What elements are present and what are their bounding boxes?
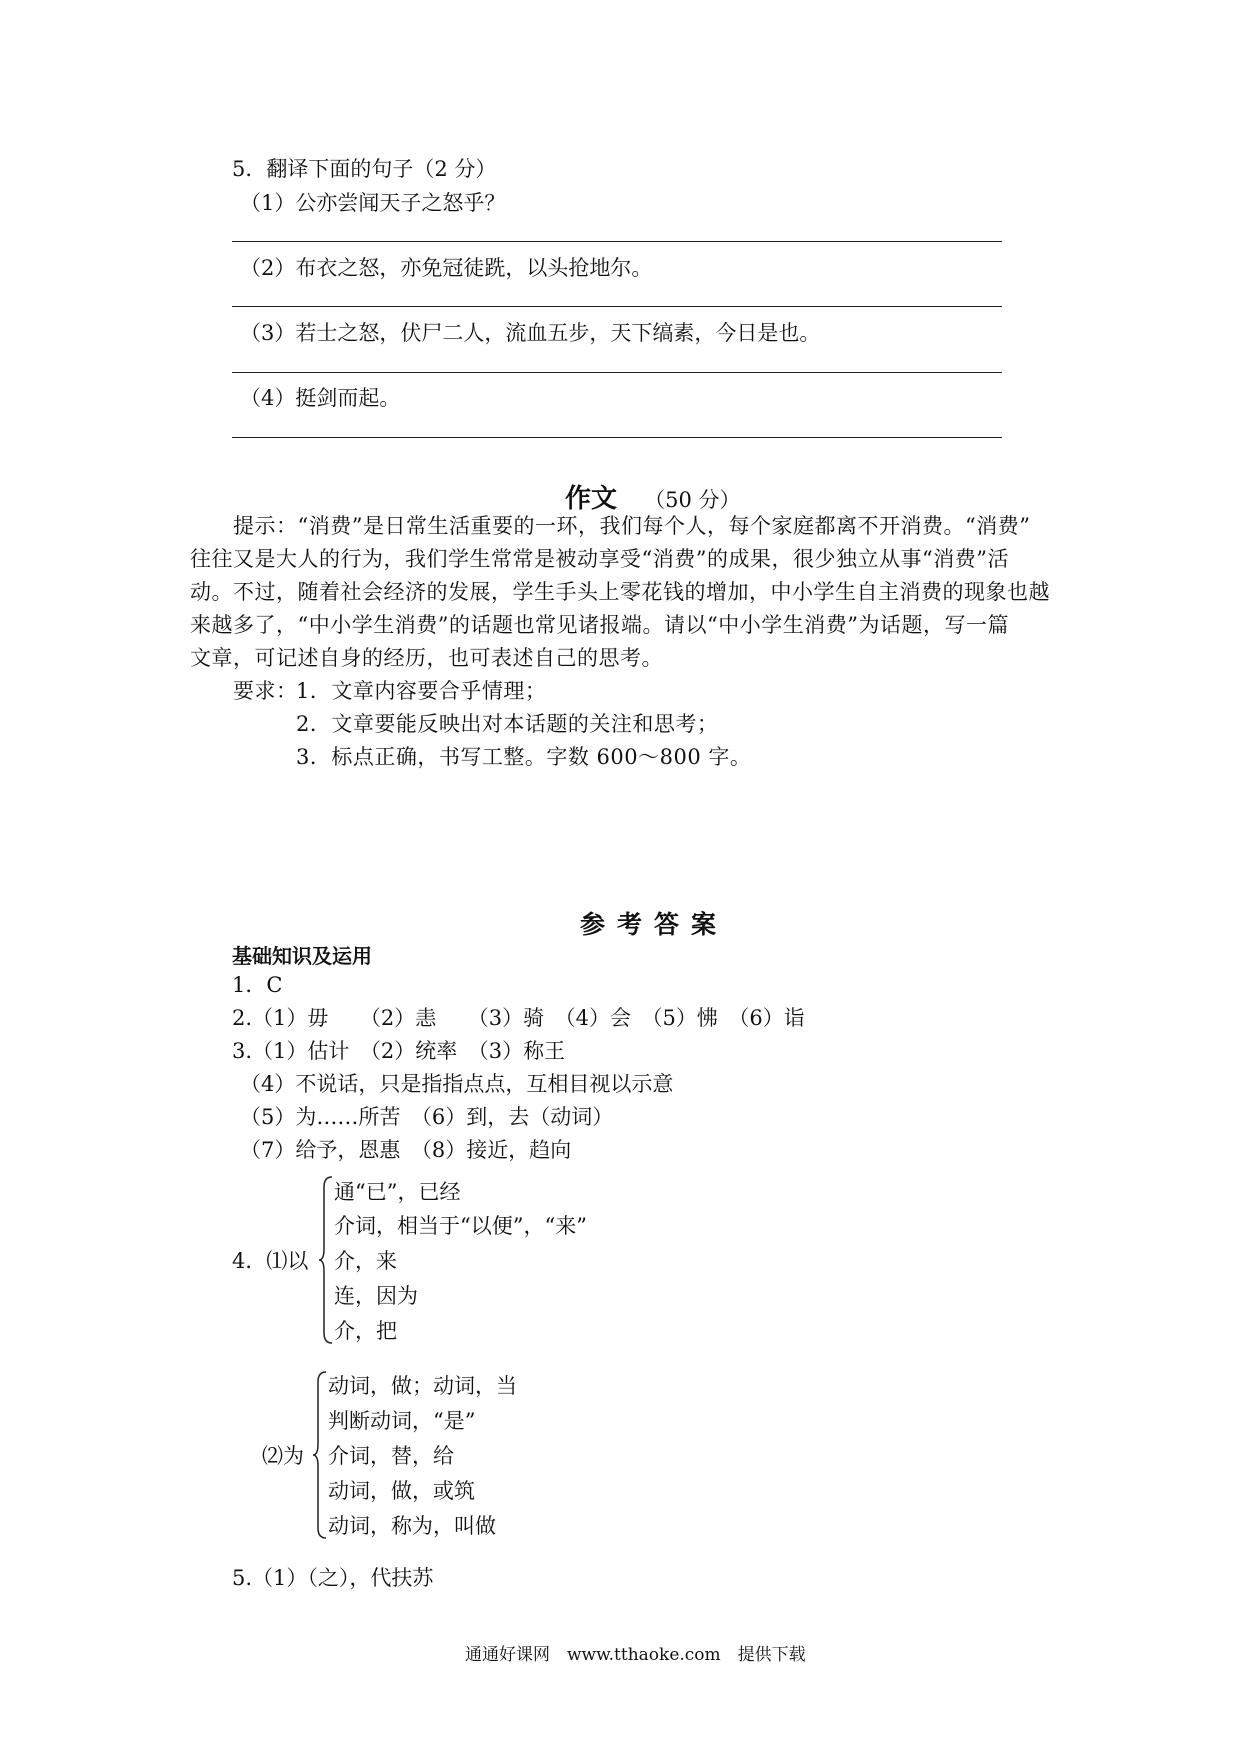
page-footer: 通通好课网 www.tthaoke.com 提供下载 [465,1645,806,1665]
q5-item-3: （3）若士之怒，伏尸二人，流血五步，天下缟素，今日是也。 [240,321,821,345]
yi-meaning-3: 介，来 [334,1249,397,1273]
answer-3-5: （5）为……所苦 （6）到，去（动词） [240,1105,614,1129]
composition-score: （50 分） [644,488,741,512]
requirement-3: 3．标点正确，书写工整。字数 600～800 字。 [296,745,752,769]
answer-3-4: （4）不说话，只是指指点点，互相目视以示意 [240,1072,674,1096]
answer-1: 1．C [232,973,283,997]
yi-meaning-2: 介词，相当于“以便”，“来” [334,1214,587,1238]
wei-meaning-1: 动词，做；动词，当 [328,1374,517,1398]
answers-title: 参考答案 [580,910,729,939]
brace-icon [312,1370,328,1540]
answer-5: 5.（1）（之），代扶苏 [232,1566,434,1590]
wei-meaning-2: 判断动词，“是” [328,1409,476,1433]
prompt-line-4: 来越多了，“中小学生消费”的话题也常见诸报端。请以“中小学生消费”为话题，写一篇 [190,613,1009,637]
q5-title: 5．翻译下面的句子（2 分） [232,157,497,181]
requirements-label: 要求： [233,679,298,703]
q5-item-1: （1）公亦尝闻天子之怒乎？ [240,191,506,215]
prompt-line-2: 往往又是大人的行为，我们学生常常是被动享受“消费”的成果，很少独立从事“消费”活 [190,547,1009,571]
wei-meaning-3: 介词，替，给 [328,1444,454,1468]
wei-meaning-5: 动词，称为，叫做 [328,1514,496,1538]
yi-meaning-1: 通“已”，已经 [334,1180,461,1204]
requirement-2: 2．文章要能反映出对本话题的关注和思考； [296,712,719,736]
q5-item-2: （2）布衣之怒，亦免冠徒跣，以头抢地尔。 [240,256,653,280]
requirement-1: 1．文章内容要合乎情理； [296,679,547,703]
yi-meaning-4: 连，因为 [334,1284,418,1308]
answer-4-wei-label: ⑵为 [262,1444,304,1468]
prompt-line-5: 文章，可记述自身的经历，也可表述自己的思考。 [190,646,663,670]
answer-line-3 [232,372,1002,373]
brace-icon [318,1175,334,1345]
answer-3-7: （7）给予，恩惠 （8）接近，趋向 [240,1138,572,1162]
section-heading: 基础知识及运用 [232,944,372,968]
q5-item-4: （4）挺剑而起。 [240,386,401,410]
wei-meaning-4: 动词，做，或筑 [328,1479,475,1503]
answer-line-1 [232,241,1002,242]
answer-3: 3.（1）估计 （2）统率 （3）称王 [232,1039,566,1063]
prompt-line-3: 动。不过，随着社会经济的发展，学生手头上零花钱的增加，中小学生自主消费的现象也越 [190,580,1050,604]
prompt-line-1: 提示：“消费”是日常生活重要的一环，我们每个人，每个家庭都离不开消费。“消费” [233,514,1031,538]
answer-4-yi-label: 4．⑴以 [232,1249,309,1273]
yi-meaning-5: 介，把 [334,1319,397,1343]
answer-line-2 [232,306,1002,307]
composition-title: 作文 [565,484,618,514]
answer-2: 2.（1）毋 （2）恚 （3）骑 （4）会 （5）怫 （6）诣 [232,1006,805,1030]
answer-line-4 [232,437,1002,438]
